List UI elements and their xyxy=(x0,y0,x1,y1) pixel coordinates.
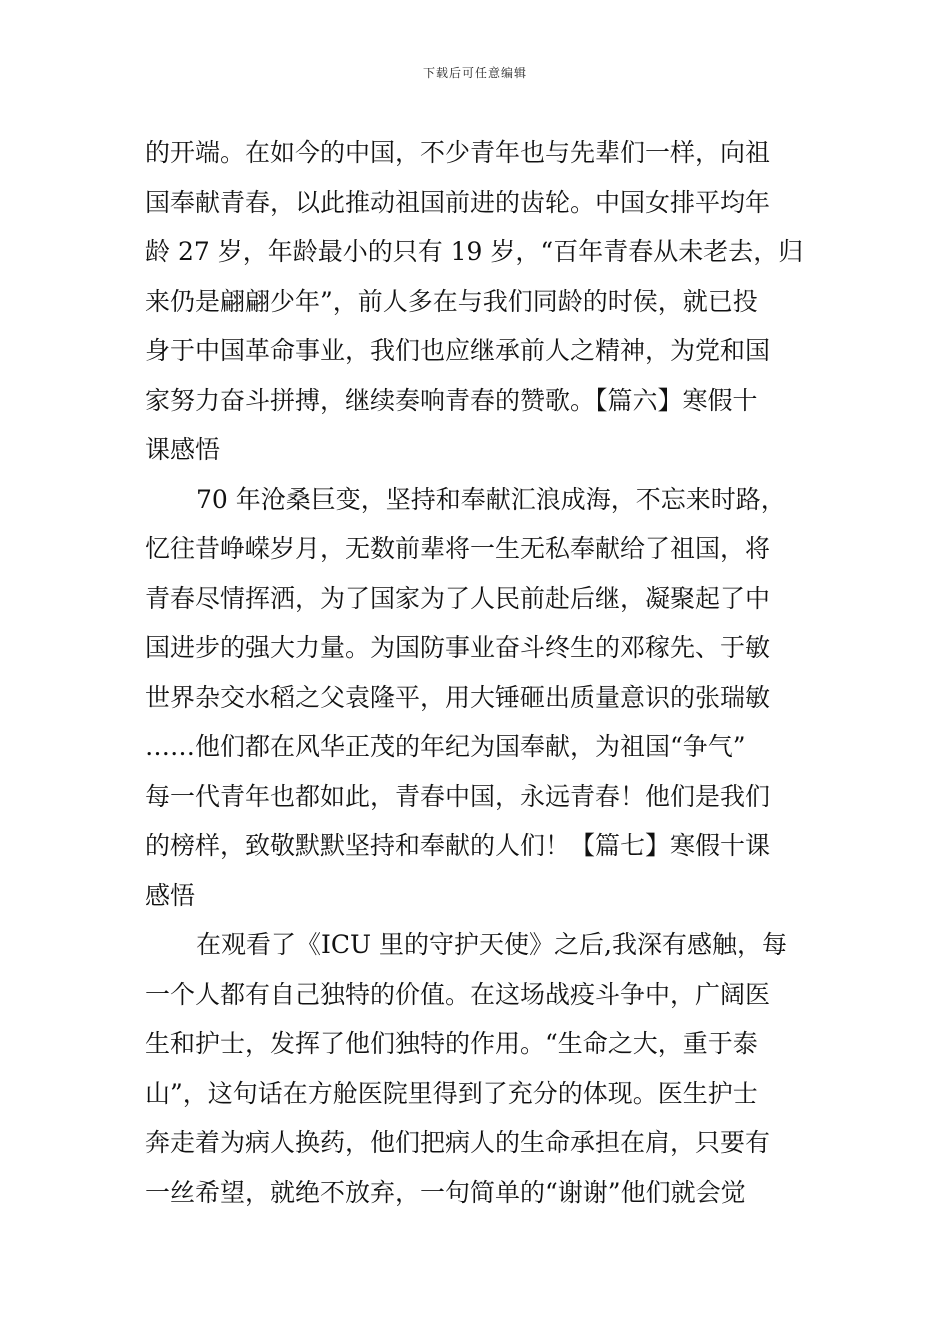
text-line: 国奉献青春，以此推动祖国前进的齿轮。中国女排平均年 xyxy=(145,187,771,217)
text-line: 一个人都有自己独特的价值。在这场战疫斗争中，广阔医 xyxy=(145,979,771,1009)
text-line: 国进步的强大力量。为国防事业奋斗终生的邓稼先、于敏 xyxy=(145,633,771,662)
text-line: 感悟 xyxy=(145,880,196,910)
text-line: 身于中国革命事业，我们也应继承前人之精神，为党和国 xyxy=(145,336,771,365)
text-line: 青春尽情挥洒，为了国家为了人民前赴后继，凝聚起了中 xyxy=(145,583,771,613)
text-line: 每一代青年也都如此，青春中国，永远青春！他们是我们 xyxy=(145,781,771,811)
text-line: 一丝希望，就绝不放弃，一句简单的“谢谢”他们就会觉 xyxy=(145,1177,746,1207)
text-line: 奔走着为病人换药，他们把病人的生命承担在肩，只要有 xyxy=(145,1128,771,1157)
text-line: 70 年沧桑巨变，坚持和奉献汇浪成海，不忘来时路， xyxy=(196,484,786,514)
text-line: 世界杂交水稻之父袁隆平，用大锤砸出质量意识的张瑞敏 xyxy=(145,682,771,712)
text-line: 的开端。在如今的中国，不少青年也与先辈们一样，向祖 xyxy=(145,138,771,167)
text-line: 龄 27 岁，年龄最小的只有 19 岁，“百年青春从未老去，归 xyxy=(145,237,804,266)
text-line: ……他们都在风华正茂的年纪为国奉献，为祖国“争气” xyxy=(145,732,746,761)
text-line: 山”，这句话在方舱医院里得到了充分的体现。医生护士 xyxy=(145,1078,758,1108)
text-line: 生和护士，发挥了他们独特的作用。“生命之大，重于泰 xyxy=(145,1029,758,1058)
text-line: 的榜样，致敬默默坚持和奉献的人们！【篇七】寒假十课 xyxy=(145,831,771,860)
text-line: 来仍是翩翩少年”，前人多在与我们同龄的时侯，就已投 xyxy=(145,286,758,316)
text-line: 课感悟 xyxy=(145,435,221,464)
text-line: 家努力奋斗拼搏，继续奏响青春的赞歌。【篇六】寒假十 xyxy=(145,385,758,415)
document-body xyxy=(145,128,810,1217)
text-line: 在观看了《ICU 里的守护天使》之后,我深有感触，每 xyxy=(196,930,787,959)
text-line: 忆往昔峥嵘岁月，无数前辈将一生无私奉献给了祖国，将 xyxy=(145,534,771,563)
page-header: 下载后可任意编辑 xyxy=(422,66,527,80)
